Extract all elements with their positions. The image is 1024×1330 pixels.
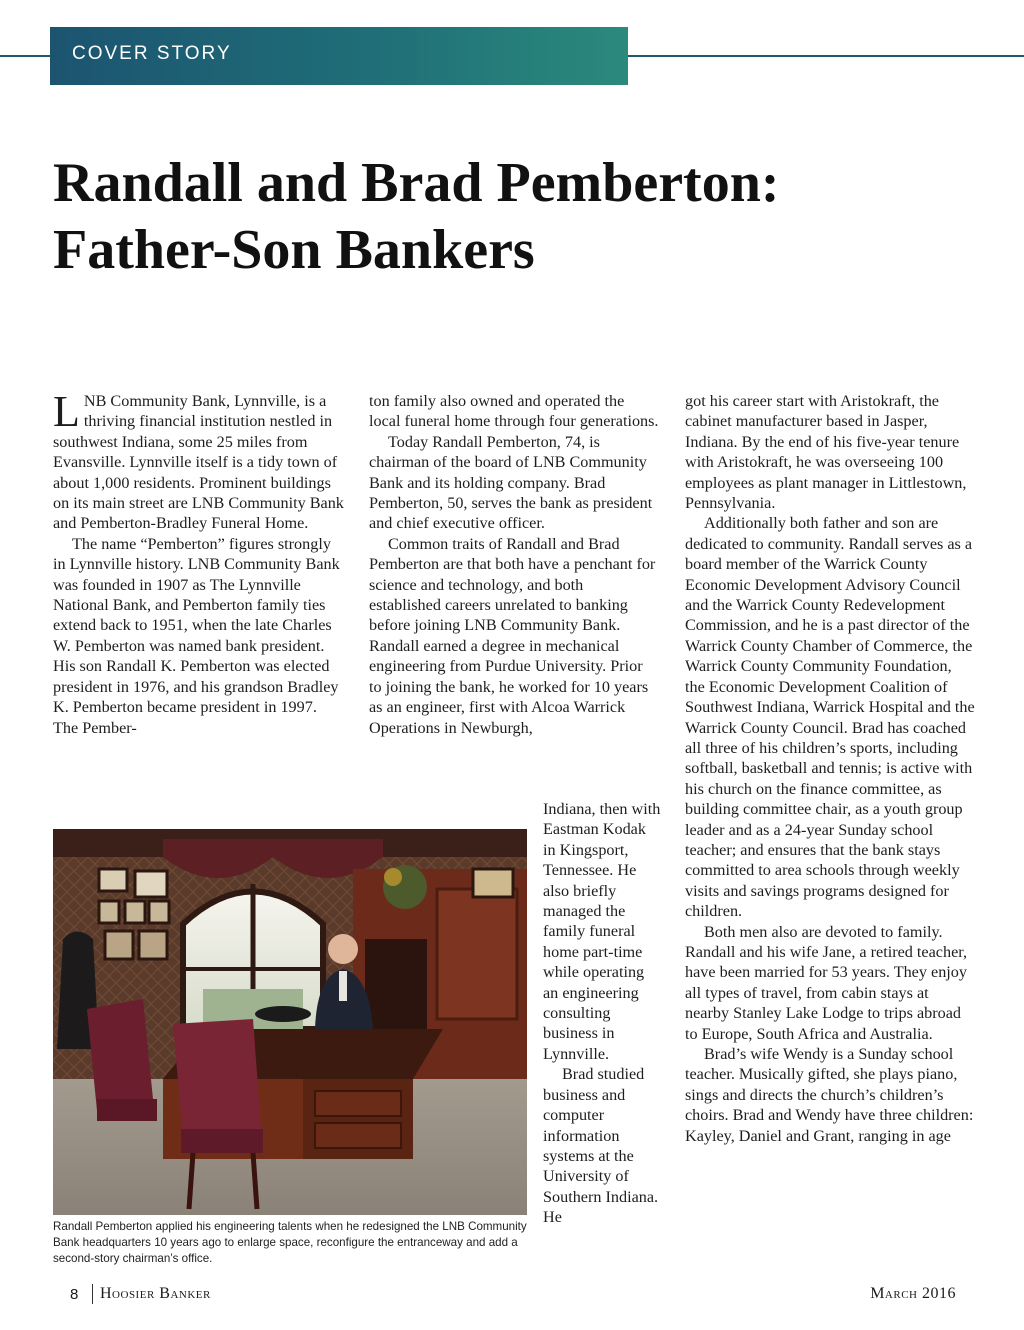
paragraph: ton family also owned and operated the local funeral home through four generations. [369,392,659,431]
paragraph: Both men also are devoted to family. Randall and his wife Jane, a retired teacher, have been married for 53 years. They enjoy all types of travel, from cabin stays at nearby Stanley Lake Lodge to trips abroad to Europe, South Africa and Australia. [685,922,968,1043]
publication-name: Hoosier Banker [100,1285,211,1302]
paragraph: Today Randall Pemberton, 74, is chairman of the board of LNB Community Bank and its holding company. Brad Pemberton, 50, serves the bank as president and chief executive officer. [369,432,653,533]
section-label: COVER STORY [72,43,232,64]
footer-divider [92,1284,93,1304]
paragraph: got his career start with Aristokraft, the cabinet manufacturer based in Jasper, Indiana. By the end of his five-year tenure with Aristokraft, he was overseeing 100 employees as plant manager in Littlestown, Pennsylvania. [685,392,967,513]
paragraph: Brad’s wife Wendy is a Sunday school teacher. Musically gifted, she plays piano, sings and directs the church’s children’s choirs. Brad and Wendy have three children: Kayley, Daniel and Grant, ranging in age [685,1045,974,1145]
paragraph: Common traits of Randall and Brad Pemberton are that both have a penchant for science and technology, and both established careers unrelated to banking before joining LNB Community Bank. Randall earned a degree in mechanical engineering from Purdue University. Prior to joining the bank, he worked for 10 years as an engineer, first with Alcoa Warrick Operations in Newburgh, [369,534,656,737]
article-title [53,150,983,284]
article-column-2-wrap [543,799,661,1228]
title-line-2: Father-Son Bankers [53,219,535,281]
section-banner [50,27,628,85]
drop-cap: L [53,387,80,436]
office-illustration [53,829,527,1215]
paragraph: The name “Pemberton” figures strongly in Lynnville history. LNB Community Bank was founded in 1907 as The Lynnville National Bank, and Pemberton family ties extend back to 1951, when the late Charles W. Pemberton was named bank president. His son Randall K. Pemberton was elected president in 1976, and his grandson Bradley K. Pemberton became president in 1997. The Pember- [53,534,340,737]
office-photo [53,829,527,1215]
paragraph: Indiana, then with Eastman Kodak in Kingsport, Tennessee. He also briefly managed the family funeral home part-time while operating an engineering consulting business in Lynnville. [543,800,661,1063]
paragraph: Additionally both father and son are dedicated to community. Randall serves as a board member of the Warrick County Economic Development Advisory Council and the Warrick County Redevelopment Commission, and he is a past director of the Warrick County Chamber of Commerce, the Warrick County Community Foundation, the Economic Development Coalition of Southwest Indiana, Warrick Hospital and the Warrick County Council. Brad has coached all three of his children’s sports, including softball, basketball and tennis; is active with his church on the finance committee, as building committee chair, as a youth group leader and as a 24-year Sunday school teacher; and ensures that the bank stays committed to area schools through weekly visits and savings programs designed for children. [685,514,975,921]
article-column-2 [369,391,659,738]
issue-date: March 2016 [870,1285,956,1302]
page-number: 8 [70,1286,79,1303]
title-line-1: Randall and Brad Pemberton: [53,152,780,214]
article-column-1 [53,387,345,738]
article-column-3 [685,391,975,1146]
paragraph: LNB Community Bank, Lynnville, is a thriving financial institution nestled in southwest Indiana, some 25 miles from Evansville. Lynnville itself is a tidy town of about 1,000 residents. Prominent buildings on its main street are LNB Community Bank and Pemberton-Bradley Funeral Home. [53,387,344,533]
paragraph: Brad studied business and computer information systems at the University of Southern Indiana. He [543,1065,659,1227]
photo-caption: Randall Pemberton applied his engineering talents when he redesigned the LNB Community Bank headquarters 10 years ago to enlarge space, reconfigure the entranceway and add a second-story chairman’s office. [53,1220,527,1265]
